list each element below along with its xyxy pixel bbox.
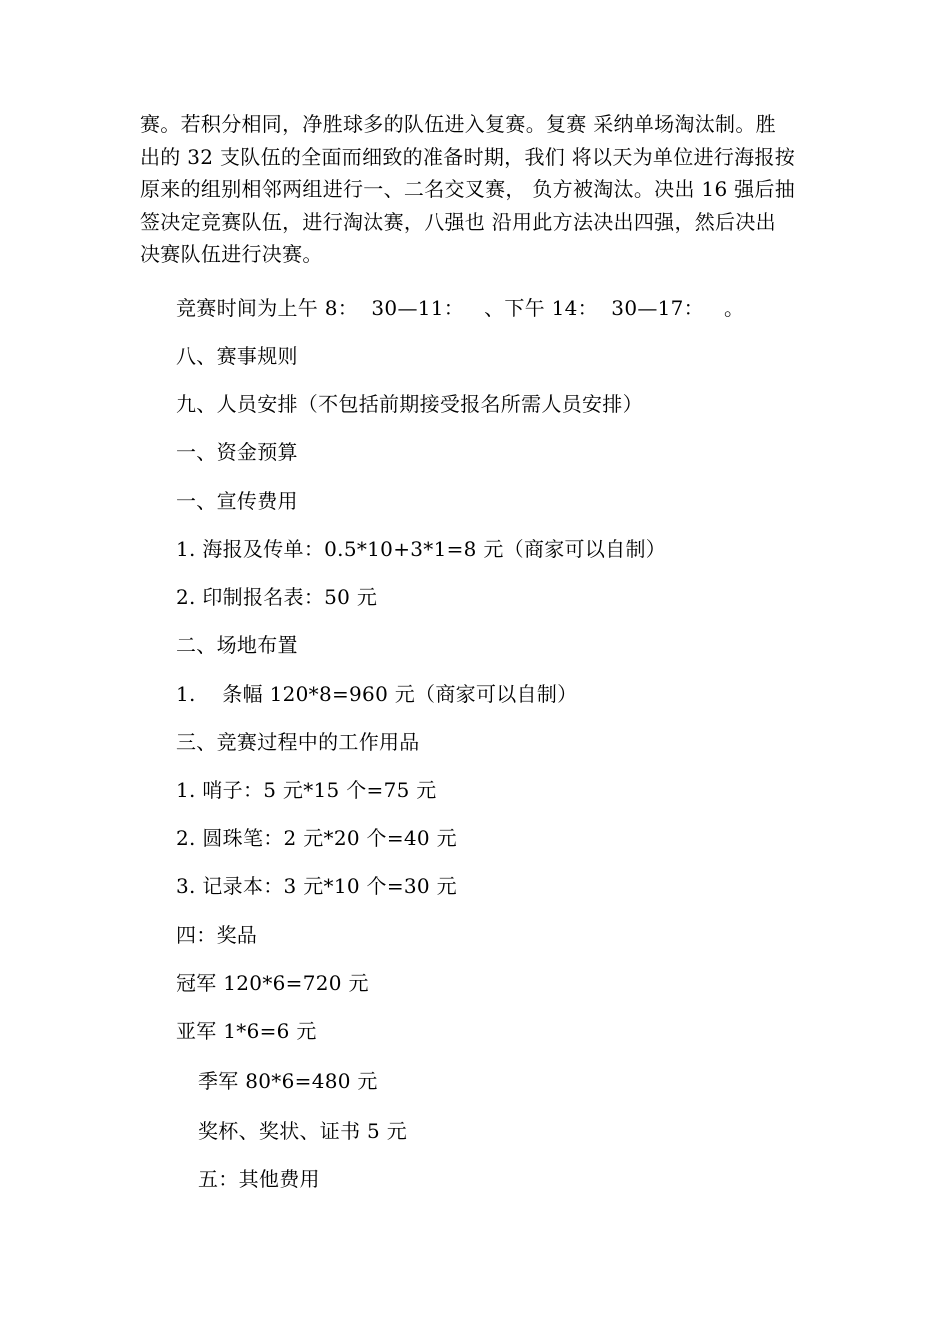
- subsection-heading: 二、场地布置: [176, 633, 298, 657]
- paragraph-line: 决赛队伍进行决赛。: [140, 242, 323, 266]
- section-heading: 八、赛事规则: [176, 344, 298, 368]
- paragraph-line: 签决定竞赛队伍，进行淘汰赛，八强也 沿用此方法决出四强，然后决出: [140, 209, 776, 234]
- schedule-line: 竞赛时间为上午 8： 30—11： 、下午 14： 30—17： 。: [176, 296, 745, 320]
- budget-item: 1. 条幅 120*8=960 元（商家可以自制）: [176, 682, 578, 706]
- paragraph-line: 出的 32 支队伍的全面而细致的准备时期，我们 将以天为单位进行海报按: [140, 144, 796, 169]
- prize-item: 季军 80*6=480 元: [198, 1069, 378, 1093]
- subsection-heading: 一、宣传费用: [176, 489, 298, 513]
- budget-item: 2. 印制报名表：50 元: [176, 585, 378, 609]
- intro-paragraph: [140, 108, 830, 271]
- prize-item: 亚军 1*6=6 元: [176, 1019, 317, 1043]
- subsection-heading: 四：奖品: [176, 923, 258, 947]
- section-heading: 九、人员安排（不包括前期接受报名所需人员安排）: [176, 392, 643, 416]
- paragraph-line: 赛。若积分相同，净胜球多的队伍进入复赛。复赛 采纳单场淘汰制。胜: [140, 112, 776, 136]
- subsection-heading: 三、竞赛过程中的工作用品: [176, 730, 420, 754]
- budget-item: 2. 圆珠笔：2 元*20 个=40 元: [176, 826, 457, 850]
- prize-item: 奖杯、奖状、证书 5 元: [198, 1119, 408, 1143]
- budget-item: 1. 海报及传单：0.5*10+3*1=8 元（商家可以自制）: [176, 537, 667, 561]
- budget-item: 3. 记录本：3 元*10 个=30 元: [176, 874, 457, 898]
- subsection-heading: 五：其他费用: [198, 1167, 320, 1191]
- budget-item: 1. 哨子：5 元*15 个=75 元: [176, 778, 437, 802]
- section-heading: 一、资金预算: [176, 440, 298, 464]
- prize-item: 冠军 120*6=720 元: [176, 971, 369, 995]
- paragraph-line: 原来的组别相邻两组进行一、二名交叉赛， 负方被淘汰。决出 16 强后抽: [140, 177, 796, 201]
